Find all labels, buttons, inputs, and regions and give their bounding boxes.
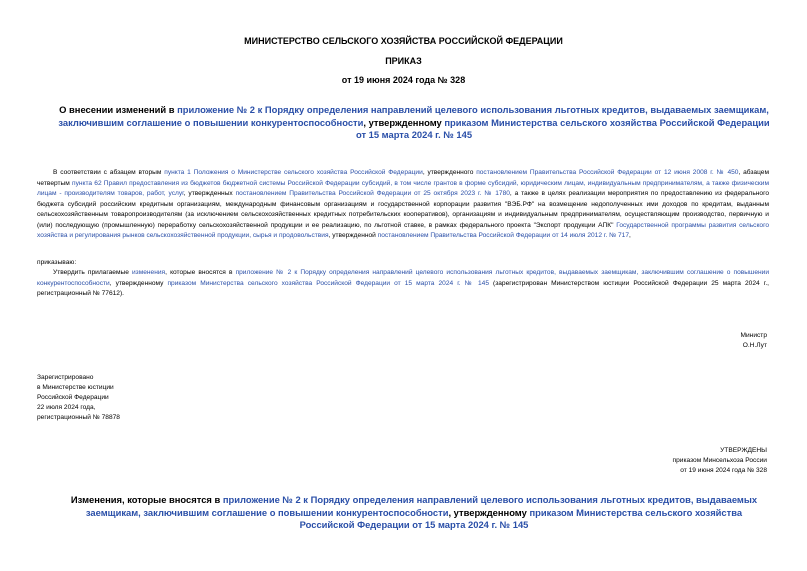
approve-paragraph bbox=[37, 268, 769, 300]
approved-line-3: от 19 июня 2024 года № 328 bbox=[680, 467, 767, 474]
order-heading bbox=[58, 104, 770, 142]
order-word: ПРИКАЗ bbox=[385, 56, 422, 66]
changes-heading bbox=[58, 494, 770, 532]
preamble-text-7: , bbox=[629, 232, 631, 239]
heading2-text-2: , утвержденному bbox=[448, 506, 530, 518]
preamble-text-5: , а также в целях реализации мероприятия по предоставлению из федерального бюджета субсидий российским кредитным организациям, международным финансовым организациям и государственной корпорации развития "ВЭБ.РФ" на возмещение недополученных ими доходов по кредитам, выданным сельскохозяйственным товаропроизводителям (за исключением сельскохозяйственных кредитных потребительских кооперативов), организациям и индивидуальным предпринимателям, осуществляющим производство, первичную и (или) последующую (промышленную) переработку сельскохозяйственной продукции и ее реализацию, по льготной ставке, в рамках федерального проекта "Экспорт продукции АПК" bbox=[37, 190, 769, 229]
resolution-450-link[interactable]: постановлением Правительства Российской Федерации от 12 июня 2008 г. № 450 bbox=[476, 169, 739, 176]
approved-line-2: приказом Минсельхоза России bbox=[672, 457, 767, 464]
order-145-link-2[interactable]: приказом Министерства сельского хозяйства Российской Федерации от 15 марта 2024 г. № 145 bbox=[167, 279, 489, 287]
approved-line-1: УТВЕРЖДЕНЫ bbox=[720, 447, 767, 454]
appendix-link[interactable]: приложение № 2 к Порядку определения направлений целевого использования льготных кредитов, выдаваемых заемщикам, заключившим соглашение о повышении конкурентоспособности bbox=[58, 104, 769, 128]
order-date: от 19 июня 2024 года № 328 bbox=[341, 75, 466, 85]
approve-text-2: , которые вносятся в bbox=[165, 269, 236, 276]
preamble-text-4: , утвержденных bbox=[183, 190, 236, 197]
changes-link[interactable]: изменения bbox=[132, 269, 166, 276]
registration-line-2: в Министерстве юстиции bbox=[37, 384, 114, 391]
preamble-paragraph bbox=[37, 168, 769, 242]
state-program-link[interactable]: Государственной программы развития сельского хозяйства и регулирования рынков сельскохозяйственной продукции, сырья и продовольствия bbox=[37, 221, 770, 239]
approved-block bbox=[673, 446, 767, 476]
prikazyvayu-label: приказываю: bbox=[37, 259, 77, 266]
registration-line-4: 22 июля 2024 года, bbox=[37, 404, 96, 411]
signatory-position: Министр bbox=[740, 332, 767, 339]
signature-block bbox=[741, 331, 768, 351]
approve-text-3: , утвержденному bbox=[109, 279, 168, 287]
registration-block bbox=[37, 373, 120, 423]
registration-line-5: регистрационный № 78878 bbox=[37, 414, 120, 421]
appendix-link-3[interactable]: приложение № 2 к Порядку определения направлений целевого использования льготных кредитов, выдаваемых заемщикам, заключившим соглашение о повышении конкурентоспособности bbox=[85, 494, 758, 518]
order-145-link-3[interactable]: приказом Министерства сельского хозяйства Российской Федерации от 15 марта 2024 г. № 145 bbox=[299, 506, 743, 530]
resolution-1780-link[interactable]: постановлением Правительства Российской Федерации от 25 октября 2023 г. № 1780 bbox=[235, 190, 510, 197]
preamble-text-2: , утвержденного bbox=[422, 169, 477, 176]
preamble-text-3: , абзацем четвертым bbox=[37, 169, 770, 187]
regulation-link[interactable]: пункта 1 Положения о Министерстве сельского хозяйства Российской Федерации bbox=[164, 169, 423, 176]
ministry-title: МИНИСТЕРСТВО СЕЛЬСКОГО ХОЗЯЙСТВА РОССИЙСКОЙ ФЕДЕРАЦИИ bbox=[244, 36, 563, 46]
registration-line-3: Российской Федерации bbox=[37, 394, 109, 401]
approve-text-4: (зарегистрирован Министерством юстиции Российской Федерации 25 марта 2024 г., регистрационный № 77612). bbox=[37, 279, 769, 297]
preamble-text-6: , утвержденной bbox=[328, 232, 378, 239]
signatory-name: О.Н.Лут bbox=[742, 342, 767, 349]
appendix-link-2[interactable]: приложение № 2 к Порядку определения направлений целевого использования льготных кредитов, выдаваемых заемщикам, заключившим соглашение о повышении конкурентоспособности bbox=[37, 269, 769, 287]
resolution-717-link[interactable]: постановлением Правительства Российской Федерации от 14 июля 2012 г. № 717 bbox=[377, 232, 630, 239]
heading-text-2: , утвержденному bbox=[363, 116, 445, 128]
rules-62-link[interactable]: пункта 62 Правил предоставления из бюджетов бюджетной системы Российской Федерации субсидий, в том числе грантов в форме субсидий, юридическим лицам, индивидуальным предпринимателям, а также физическим лицам - производителям товаров, работ, услуг bbox=[37, 179, 770, 197]
approve-text-1: Утвердить прилагаемые bbox=[53, 269, 132, 276]
heading2-text-1: Изменения, которые вносятся в bbox=[70, 494, 223, 505]
heading-text-1: О внесении изменений в bbox=[59, 104, 178, 115]
order-145-link[interactable]: приказом Министерства сельского хозяйства Российской Федерации от 15 марта 2024 г. № 145 bbox=[355, 116, 770, 140]
preamble-text-1: В соответствии с абзацем вторым bbox=[53, 169, 165, 176]
registration-line-1: Зарегистрировано bbox=[37, 374, 94, 381]
